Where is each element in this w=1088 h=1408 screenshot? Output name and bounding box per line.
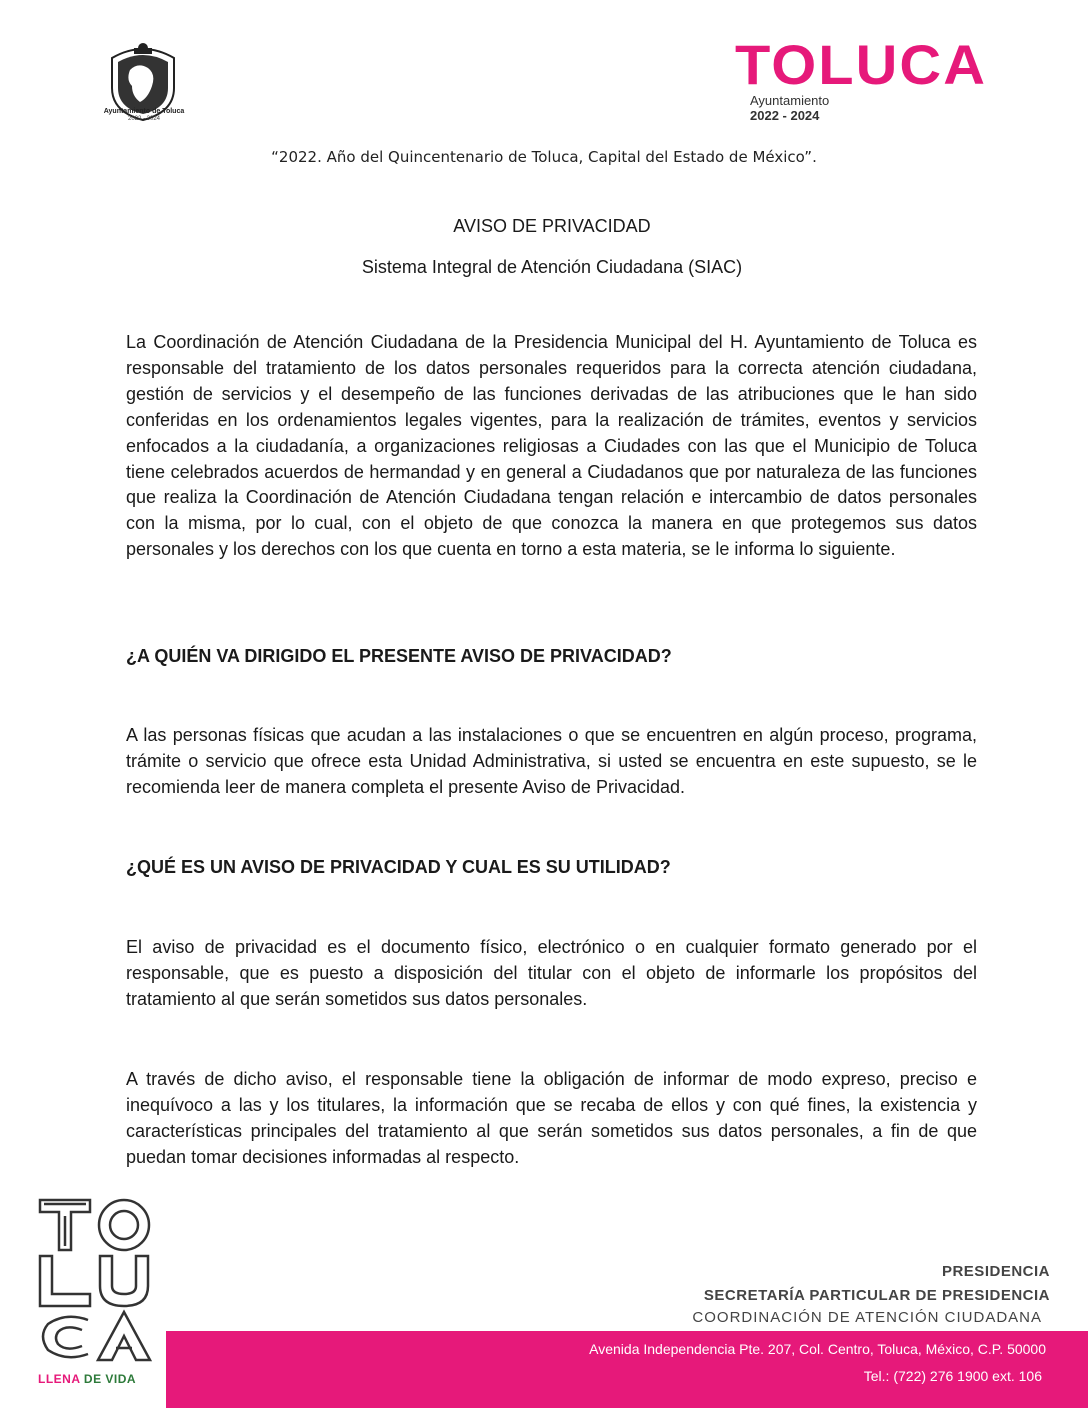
document-subtitle: Sistema Integral de Atención Ciudadana (SIAC) (361, 257, 743, 277)
document-title: AVISO DE PRIVACIDAD (453, 216, 651, 236)
seal-caption: Ayuntamiento de Toluca (103, 108, 185, 115)
slogan-part-2: DE VIDA (83, 1372, 137, 1386)
department-presidencia: PRESIDENCIA (941, 1263, 1050, 1280)
ayuntamiento-years: 2022 - 2024 (750, 108, 820, 123)
purpose-paragraph: El aviso de privacidad es el documento físico, electrónico o en cualquier formato generado por el responsable, que es puesto a disposición del titular con el objeto de informarle los propósitos del tratamiento al que serán sometidos sus datos personales. (126, 937, 977, 1009)
toluca-outline-logo (36, 1196, 154, 1364)
toluca-logo-text: TOLUCA (735, 40, 987, 88)
department-coordinacion: COORDINACIÓN DE ATENCIÓN CIUDADANA (692, 1309, 1042, 1326)
section-heading-audience: ¿A QUIÉN VA DIRIGIDO EL PRESENTE AVISO DE PRIVACIDAD? (126, 646, 672, 666)
intro-paragraph: La Coordinación de Atención Ciudadana de la Presidencia Municipal del H. Ayuntamiento de Toluca es responsable del tratamiento de los datos personales requeridos para la correcta atención ciudadana, gestión de servicios y el desempeño de las funciones derivadas de las atribuciones que le han sido conferidas en los ordenamientos legales vigentes, para la realización de trámites, eventos y servicios enfocados a la ciudadanía, a organizaciones religiosas a Ciudades con las que el Municipio de Toluca tiene celebrados acuerdos de hermandad y en general a Ciudadanos que por naturaleza de las funciones que realiza la Coordinación de Atención Ciudadana tengan relación e intercambio de datos personales con la misma, por lo cual, con el objeto de que conozca la manera en que protegemos sus datos personales y los derechos con los que cuenta en torno a esta materia, se le informa lo siguiente. (126, 332, 977, 560)
ayuntamiento-label: Ayuntamiento (750, 93, 830, 108)
department-secretaria: SECRETARÍA PARTICULAR DE PRESIDENCIA (703, 1287, 1050, 1304)
footer-address: Avenida Independencia Pte. 207, Col. Centro, Toluca, México, C.P. 50000 (589, 1341, 1046, 1357)
footer-phone: Tel.: (722) 276 1900 ext. 106 (863, 1368, 1042, 1384)
toluca-logo (735, 40, 990, 88)
audience-paragraph: A las personas físicas que acudan a las instalaciones o que se encuentren en algún proceso, programa, trámite o servicio que ofrece esta Unidad Administrativa, si usted se encuentra en este supuesto, se le recomienda leer de manera completa el presente Aviso de Privacidad. (126, 725, 977, 797)
year-motto: “2022. Año del Quincentenario de Toluca, Capital del Estado de México”. (271, 148, 817, 166)
slogan-part-1: LLENA (38, 1372, 81, 1386)
footer-slogan (38, 1372, 148, 1386)
seal-years: 2022 - 2024 (127, 116, 161, 122)
section-heading-purpose: ¿QUÉ ES UN AVISO DE PRIVACIDAD Y CUAL ES SU UTILIDAD? (126, 857, 671, 877)
obligation-paragraph: A través de dicho aviso, el responsable tiene la obligación de informar de modo expreso, preciso e inequívoco a las y los titulares, la información que se recaba de ellos y con qué fines, la existencia y características principales del tratamiento al que serán sometidos sus datos personales, a fin de que puedan tomar decisiones informadas al respecto. (126, 1069, 977, 1167)
